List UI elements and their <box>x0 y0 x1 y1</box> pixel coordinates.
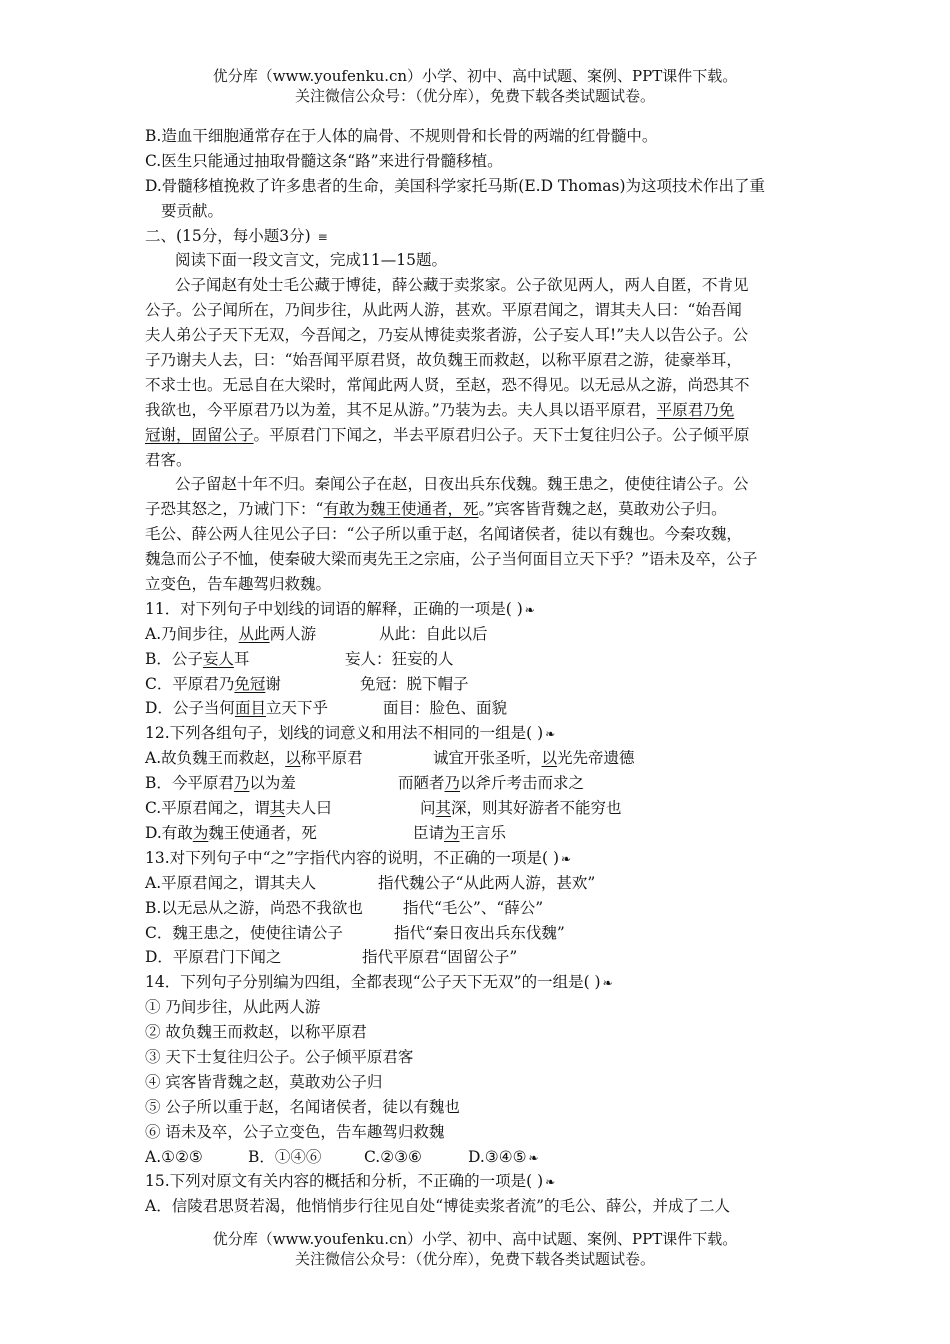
underlined-phrase: 平原君乃免 <box>656 400 735 419</box>
q14-item-6: ⑥ 语未及卒，公子立变色，告车趣驾归救魏 <box>145 1122 445 1141</box>
underlined-word: 妄人 <box>202 649 234 668</box>
q12-option-c <box>145 796 810 821</box>
q14-item-5: ⑤ 公子所以重于赵，名闻诸侯者，徒以有魏也 <box>145 1097 460 1116</box>
underlined-word: 为 <box>192 823 209 842</box>
underlined-word: 为 <box>444 823 460 842</box>
option-explanation: 免冠：脱下帽子 <box>360 674 469 693</box>
q13-option-a <box>145 871 810 896</box>
q11-option-d <box>145 696 810 721</box>
option-text: C．平原君乃 <box>145 674 235 693</box>
option-text: 诚宜开张圣听， <box>433 749 542 768</box>
underlined-word: 乃 <box>444 774 461 793</box>
answer-mark-icon: ❧ <box>528 1150 539 1165</box>
q13-option-c <box>145 921 810 946</box>
choice-d <box>468 1145 539 1171</box>
option-text: D.有敢 <box>145 823 193 842</box>
q13-option-d <box>145 945 810 970</box>
q11-option-b <box>145 647 810 672</box>
option-text: 夫人曰 <box>285 799 332 818</box>
page-header <box>0 66 950 106</box>
underlined-word: 其 <box>435 799 452 818</box>
option-text: 光先帝遗德 <box>557 749 635 768</box>
underlined-word: 从此 <box>238 624 270 643</box>
q15-option-a: A．信陵君思贤若渴，他悄悄步行往见自处“博徒卖浆者流”的毛公、薛公，并成了二人 <box>145 1197 731 1216</box>
choice-c: C.②③⑥ <box>364 1147 422 1166</box>
option-explanation: 指代平原君“固留公子” <box>362 948 518 967</box>
passage-p1-line2: 公子。公子闻所在，乃间步往，从此两人游，甚欢。平原君闻之，谓其夫人曰：“始吾闻 <box>145 301 742 320</box>
option-explanation: 从此：自此以后 <box>379 624 488 643</box>
q11-stem <box>145 597 810 622</box>
option-text: 深，则其好游者不能穷也 <box>451 799 622 818</box>
option-text: 立天下乎 <box>265 699 328 718</box>
section-intro: 阅读下面一段文言文，完成11—15题。 <box>175 251 447 270</box>
q14-choices <box>145 1145 810 1170</box>
q14-item-4: ④ 宾客皆背魏之赵，莫敢劝公子归 <box>145 1072 383 1091</box>
option-text: 谢 <box>265 674 281 693</box>
prev-option-b: B.造血干细胞通常存在于人体的扁骨、不规则骨和长骨的两端的红骨髓中。 <box>145 127 658 145</box>
question-stem-text: 15.下列对原文有关内容的概括和分析，不正确的一项是( ) <box>145 1172 544 1191</box>
question-stem-text: 13.对下列句子中“之”字指代内容的说明，不正确的一项是( ) <box>145 848 560 867</box>
option-text: 两人游 <box>269 624 317 643</box>
answer-mark-icon: ❧ <box>545 1175 556 1190</box>
prev-option-c: C.医生只能通过抽取骨髓这条“路”来进行骨髓移植。 <box>145 151 503 170</box>
option-compare <box>433 746 635 771</box>
underlined-word: 面目 <box>234 699 266 718</box>
underlined-word: 以 <box>285 749 301 768</box>
underlined-phrase: 有敢为魏王使通者，死 <box>323 500 479 519</box>
option-compare <box>420 796 622 821</box>
option-text: 问 <box>420 799 436 818</box>
question-stem-text: 11．对下列句子中划线的词语的解释，正确的一项是( ) <box>145 599 523 618</box>
option-text: A.故负魏王而救赵， <box>145 749 286 768</box>
option-text: 而陋者 <box>398 774 445 793</box>
option-text: 以为羞 <box>249 774 296 793</box>
passage-p2-line5: 立变色，告车趣驾归救魏。 <box>145 575 332 594</box>
prev-option-d-line2: 要贡献。 <box>161 201 224 220</box>
q12-stem <box>145 721 810 746</box>
passage-p2-line1: 公子留赵十年不归。秦闻公子在赵，日夜出兵东伐魏。魏王患之，使使往请公子。公 <box>175 475 749 494</box>
passage-p1-line4: 子乃谢夫人去，曰：“始吾闻平原君贤，故负魏王而救赵，以称平原君之游，徒豪举耳， <box>145 351 742 370</box>
option-text: D．平原君门下闻之 <box>145 948 282 967</box>
option-text: B．公子 <box>145 649 203 668</box>
passage-p2-line3: 毛公、薛公两人往见公子曰：“公子所以重于赵，名闻诸侯者，徒以有魏也。今秦攻魏， <box>145 525 742 544</box>
option-text: A.平原君闻之，谓其夫人 <box>145 873 317 892</box>
q12-option-d <box>145 821 810 846</box>
option-explanation: 面目：脸色、面貌 <box>383 699 508 718</box>
header-line-2: 关注微信公众号：（优分库），免费下载各类试题试卷。 <box>294 87 655 105</box>
question-stem-text: 14．下列句子分别编为四组，全都表现“公子天下无双”的一组是( ) <box>145 973 601 992</box>
passage-text: 子恐其怒之，乃诫门下：“ <box>145 500 324 519</box>
document-body <box>145 124 810 1219</box>
option-text: 魏王使通者，死 <box>208 823 317 842</box>
underlined-word: 免冠 <box>234 674 266 693</box>
option-compare <box>398 771 584 796</box>
underlined-word: 其 <box>269 799 286 818</box>
option-explanation: 指代“秦日夜出兵东伐魏” <box>394 923 565 942</box>
answer-mark-icon: ❧ <box>524 602 535 617</box>
passage-p1-line3: 夫人弟公子天下无双，今吾闻之，乃妄从博徒卖浆者游，公子妄人耳!”夫人以告公子。公 <box>145 326 749 345</box>
section-title-text: 二、(15分，每小题3分) <box>145 226 311 245</box>
option-text: C.平原君闻之，谓 <box>145 799 270 818</box>
option-text: 王言乐 <box>459 823 507 842</box>
passage-text: 。平原君门下闻之，半去平原君归公子。天下士复往归公子。公子倾平原 <box>253 425 750 444</box>
option-text: B．今平原君 <box>145 774 234 793</box>
q14-item-2: ② 故负魏王而救赵，以称平原君 <box>145 1023 367 1042</box>
answer-mark-icon: ❧ <box>602 976 613 991</box>
option-text: 臣请 <box>413 823 445 842</box>
option-text: 耳 <box>233 649 250 668</box>
option-text: 称平原君 <box>300 749 363 768</box>
answer-mark-icon: ❧ <box>545 727 556 742</box>
passage-p1-line8: 君客。 <box>145 450 192 469</box>
section-mark-icon: ≡ <box>317 229 328 244</box>
option-explanation: 指代“毛公”、“薛公” <box>403 898 544 917</box>
q12-option-a <box>145 746 810 771</box>
option-explanation: 妄人：狂妄的人 <box>345 649 454 668</box>
q13-option-b <box>145 896 810 921</box>
underlined-word: 乃 <box>233 774 250 793</box>
passage-p2-line4: 魏急而公子不恤，使秦破大梁而夷先王之宗庙，公子当何面目立天下乎？”语未及卒，公子 <box>145 550 758 569</box>
option-compare <box>413 821 506 846</box>
footer-line-1: 优分库（www.youfenku.cn）小学、初中、高中试题、案例、PPT课件下载。 <box>212 1230 738 1248</box>
option-text: A.乃间步往， <box>145 624 239 643</box>
q14-item-1: ① 乃间步往，从此两人游 <box>145 998 321 1017</box>
passage-p1-line1: 公子闻赵有处士毛公藏于博徒，薛公藏于卖浆家。公子欲见两人，两人自匿，不肯见 <box>175 276 749 295</box>
answer-mark-icon: ❧ <box>561 851 572 866</box>
q14-stem <box>145 970 810 995</box>
option-text: D．公子当何 <box>145 699 235 718</box>
question-stem-text: 12.下列各组句子，划线的词意义和用法不相同的一组是( ) <box>145 724 544 743</box>
choice-a: A.①②⑤ <box>145 1147 203 1166</box>
option-text: C．魏王患之，使使往请公子 <box>145 923 343 942</box>
passage-p2-line2 <box>145 497 810 522</box>
header-line-1: 优分库（www.youfenku.cn）小学、初中、高中试题、案例、PPT课件下载。 <box>212 67 738 85</box>
choice-text: D.③④⑤ <box>468 1147 527 1166</box>
q13-stem <box>145 846 810 871</box>
q11-option-a <box>145 622 810 647</box>
option-text: 以斧斤考击而求之 <box>460 774 585 793</box>
page-footer <box>0 1229 950 1269</box>
passage-p1-line7 <box>145 423 810 448</box>
underlined-phrase: 冠谢，固留公子 <box>145 425 254 444</box>
q15-stem <box>145 1169 810 1194</box>
section-title <box>145 224 810 249</box>
passage-p1-line5: 不求士也。无忌自在大梁时，常闻此两人贤，至赵，恐不得见。以无忌从之游，尚恐其不 <box>145 375 750 394</box>
passage-p1-line6 <box>145 398 810 423</box>
option-text: B.以无忌从之游，尚恐不我欲也 <box>145 898 363 917</box>
choice-b: B．①④⑥ <box>248 1147 322 1166</box>
footer-line-2: 关注微信公众号：（优分库），免费下载各类试题试卷。 <box>294 1250 655 1268</box>
q11-option-c <box>145 672 810 697</box>
underlined-word: 以 <box>541 749 558 768</box>
option-explanation: 指代魏公子“从此两人游，甚欢” <box>378 873 596 892</box>
q14-item-3: ③ 天下士复往归公子。公子倾平原君客 <box>145 1047 414 1066</box>
passage-text: 我欲也，今平原君乃以为羞，其不足从游。”乃装为去。夫人具以语平原君， <box>145 400 657 419</box>
prev-option-d-line1: D.骨髓移植挽救了许多患者的生命，美国科学家托马斯(E.D Thomas)为这项技术作出了重 <box>145 176 766 195</box>
passage-text: 。”宾客皆背魏之赵，莫敢劝公子归。 <box>478 500 727 519</box>
q12-option-b <box>145 771 810 796</box>
